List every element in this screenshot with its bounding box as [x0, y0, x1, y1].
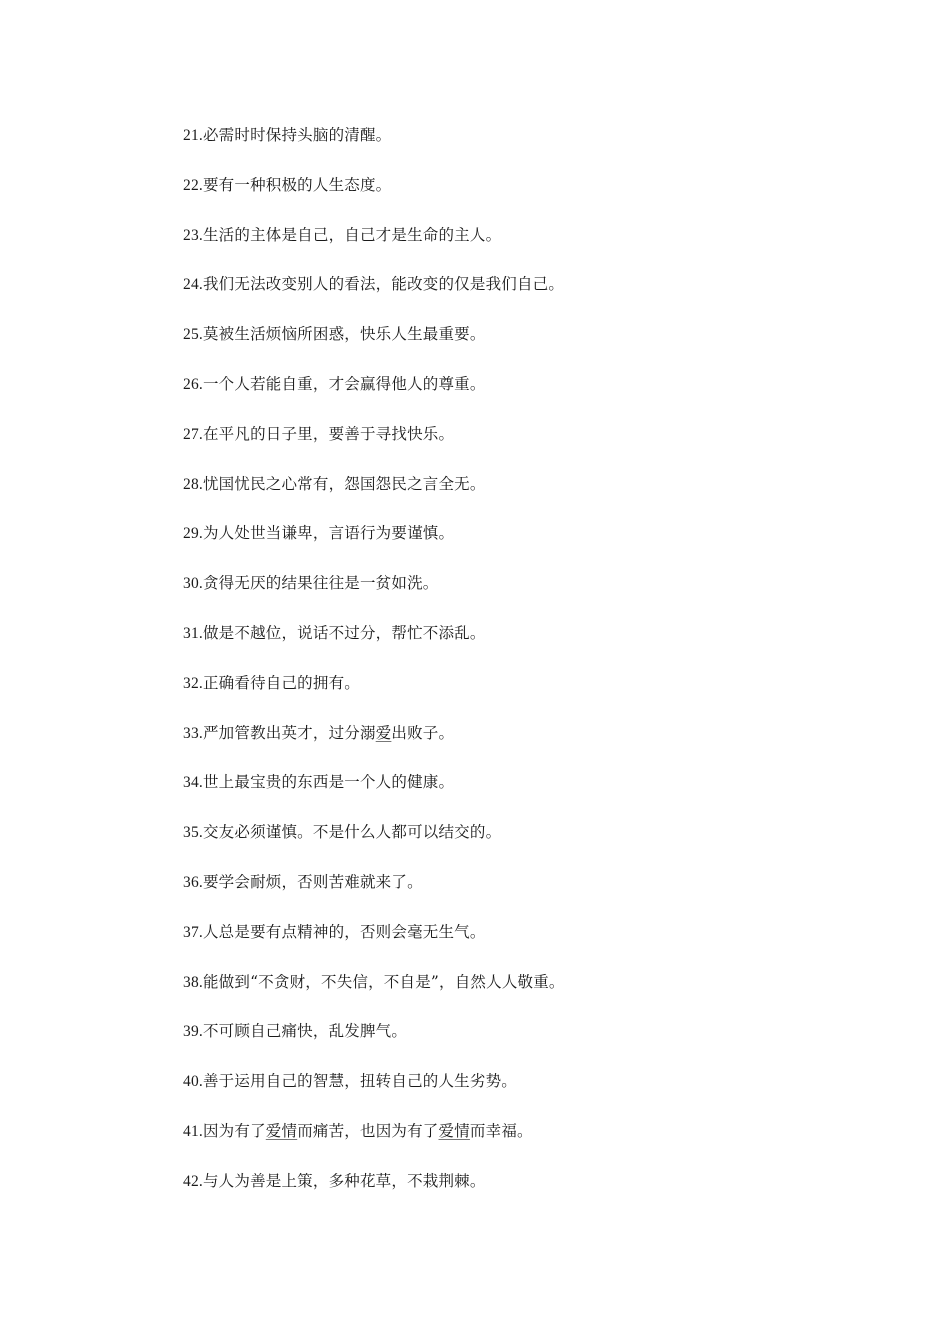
quote-number: 42.: [183, 1172, 203, 1190]
quote-number: 30.: [183, 575, 203, 593]
quote-text: 能做到“不贪财，不失信，不自是”，自然人人敬重。: [202, 972, 565, 991]
quote-text: 人总是要有点精神的，否则会毫无生气。: [202, 922, 486, 941]
quote-number: 35.: [183, 824, 203, 842]
quote-number: 28.: [183, 475, 203, 493]
quote-text: 正确看待自己的拥有。: [202, 673, 360, 692]
quote-text: 必需时时保持头脑的清醒。: [202, 126, 392, 144]
quote-text: 在平凡的日子里，要善于寻找快乐。: [202, 424, 455, 443]
underlined-term[interactable]: 爱情: [265, 1121, 298, 1140]
quote-item: [183, 171, 565, 221]
quote-item: [183, 1117, 565, 1167]
quote-item: [183, 1167, 565, 1217]
quote-text: 要有一种积极的人生态度。: [202, 175, 392, 194]
quote-list: [183, 121, 565, 1217]
quote-number: 21.: [183, 127, 203, 144]
quote-text: 要学会耐烦，否则苦难就来了。: [202, 872, 423, 891]
quote-item: [183, 768, 565, 818]
quote-number: 22.: [183, 176, 203, 194]
quote-number: 26.: [183, 375, 203, 393]
quote-text: 严加管教出英才，过分溺: [202, 723, 376, 742]
quote-item: [183, 918, 565, 968]
quote-text: 不可顾自己痛快，乱发脾气。: [202, 1022, 408, 1041]
quote-text: 我们无法改变别人的看法，能改变的仅是我们自己。: [202, 275, 565, 294]
quote-number: 25.: [183, 326, 203, 344]
quote-item: [183, 719, 565, 769]
quote-text: 善于运用自己的智慧，扭转自己的人生劣势。: [202, 1072, 517, 1091]
quote-text: 而痛苦，也因为有了: [297, 1121, 439, 1140]
quote-number: 24.: [183, 276, 203, 294]
quote-item: [183, 669, 565, 719]
quote-text: 出败子。: [391, 723, 455, 742]
quote-text: 忧国忧民之心常有，怨国怨民之言全无。: [202, 474, 486, 493]
quote-item: [183, 270, 565, 320]
quote-item: [183, 968, 565, 1018]
quote-text: 莫被生活烦恼所困惑，快乐人生最重要。: [202, 325, 486, 344]
quote-text: 一个人若能自重，才会赢得他人的尊重。: [202, 374, 486, 393]
quote-text: 贪得无厌的结果往往是一贫如洗。: [202, 574, 439, 593]
quote-number: 40.: [183, 1073, 203, 1091]
quote-text: 而幸福。: [469, 1121, 533, 1140]
quote-item: [183, 1067, 565, 1117]
quote-text: 因为有了: [202, 1121, 266, 1140]
quote-number: 36.: [183, 873, 203, 891]
quote-text: 为人处世当谦卑，言语行为要谨慎。: [202, 524, 455, 543]
quote-text: 世上最宝贵的东西是一个人的健康。: [202, 773, 455, 792]
quote-item: [183, 470, 565, 520]
quote-text: 与人为善是上策，多种花草，不栽荆棘。: [202, 1171, 486, 1190]
quote-number: 34.: [183, 774, 203, 792]
quote-number: 39.: [183, 1023, 203, 1041]
quote-item: [183, 868, 565, 918]
quote-number: 29.: [183, 525, 203, 543]
quote-number: 38.: [183, 973, 203, 991]
quote-number: 37.: [183, 923, 203, 941]
quote-item: [183, 370, 565, 420]
quote-number: 41.: [183, 1122, 203, 1140]
quote-number: 27.: [183, 425, 203, 443]
quote-text: 生活的主体是自己，自己才是生命的主人。: [202, 225, 502, 244]
quote-text: 做是不越位，说话不过分，帮忙不添乱。: [202, 623, 486, 642]
quote-number: 31.: [183, 624, 203, 642]
underlined-term[interactable]: 爱情: [438, 1121, 470, 1140]
underlined-term[interactable]: 爱: [375, 723, 392, 742]
quote-item: [183, 121, 565, 171]
quote-item: [183, 818, 565, 868]
quote-item: [183, 619, 565, 669]
quote-item: [183, 1017, 565, 1067]
quote-item: [183, 320, 565, 370]
quote-item: [183, 519, 565, 569]
quote-number: 23.: [183, 226, 203, 244]
quote-number: 33.: [183, 724, 203, 742]
quote-item: [183, 221, 565, 271]
quote-item: [183, 569, 565, 619]
quote-item: [183, 420, 565, 470]
quote-number: 32.: [183, 674, 203, 692]
quote-text: 交友必须谨慎。不是什么人都可以结交的。: [202, 823, 502, 842]
